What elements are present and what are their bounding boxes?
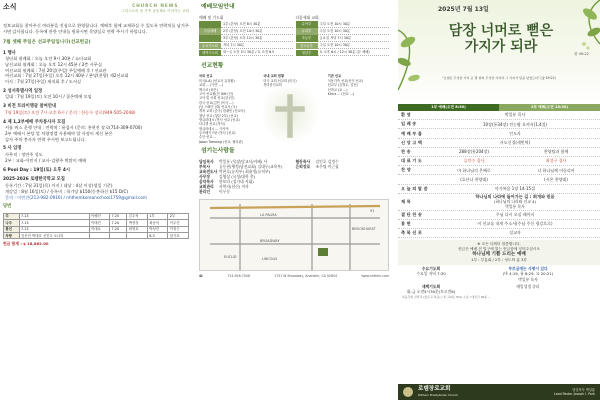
staff-role: 담임목사 <box>199 158 214 164</box>
staff-role: 사무장 <box>199 174 211 180</box>
duty-cell: 김우석 <box>127 213 148 219</box>
offering-value: 이 선교를 내게 주소서(주님 주신 평강으로) <box>477 221 553 227</box>
tab-second-service: 2부 예배(오전 10:30) <box>499 104 600 111</box>
duty-cell: 이해진 <box>89 213 110 219</box>
service-row <box>199 43 293 50</box>
wednesday-scripture: (마 4:19, 롬 8:29, 요 20:21) <box>502 271 554 277</box>
church-phone: 714-956-7048 <box>227 273 250 278</box>
mission-status-item: Jason Tomaing (선교, 필리핀) <box>199 139 243 144</box>
service-label: 수요기도회 <box>199 43 221 50</box>
staff-name: 김인호 김정수 <box>315 158 339 164</box>
mission-status-col <box>328 74 389 144</box>
order-column <box>398 0 600 400</box>
mission-status-item: 멕시코 (최은) <box>199 87 218 92</box>
duty-cell: 한기호 <box>168 233 189 239</box>
offering-row <box>398 220 600 229</box>
mission-status-item: 선교부 (김정도, 김선) <box>327 83 358 88</box>
news-item-line: 문의 : 이민진(213-982-0916) / nhthemkoreanschool1759@gmail.com <box>5 194 148 200</box>
order-value-first: 사도신경(새번역) <box>499 139 531 145</box>
news-brand-sub: 그리스도의 몸 가족 공동체로 이어가는 교회 <box>121 8 189 13</box>
news-item-title: 6 Pool Day : 19일(토) 오후 4시 <box>3 167 70 173</box>
order-value-first: 인도자 <box>509 130 521 136</box>
hero-scripture-ref: 창 49:22 <box>574 52 589 56</box>
staff-left <box>199 159 293 195</box>
mission-status-col <box>199 74 260 144</box>
dawn-title: 새벽기도회 <box>421 283 441 289</box>
mission-status-item: (남 스페인 (대) 선교사 (국) <box>199 105 237 110</box>
service-time: 금요일 저녁 7시 30분 <box>318 35 390 42</box>
service-row <box>199 50 293 57</box>
mission-status-header: 국외 선교 <box>199 73 213 78</box>
duty-cell: 7.13 <box>19 226 89 232</box>
order-value-first: 288장(통204장) <box>459 149 489 155</box>
contact-footer <box>199 274 389 278</box>
news-item-title: 4 제 1,2부예배 주차봉사자 모집 <box>3 119 66 125</box>
decision-label: 결단찬송 <box>401 211 424 217</box>
service-time: 저녁 7시 30분 <box>221 43 293 50</box>
decision-value: 주님 다시 오실 때까지 <box>495 212 535 217</box>
news-item-line: 일대 : 7월 19일(토) 오전 10시 / 쿨온텍에 모임 <box>5 94 92 100</box>
staff-name: 공동현(행정/남선교회) 김대우(교육부) <box>219 163 283 169</box>
dawn-right: 매일성경 큐티 <box>516 283 540 289</box>
order-row <box>398 129 600 138</box>
services-left <box>199 15 293 57</box>
service-tabs <box>398 104 600 111</box>
decision-hymn-row <box>398 211 600 220</box>
staff-name: 박찬호(유치부) 최윤정(유치부) <box>219 168 271 174</box>
duty-cell: 차량 <box>4 233 20 239</box>
news-item-title: 3 비전 트라이앵글 참여안내 <box>3 104 57 110</box>
mission-status-item: 한국 선교(김민 (목사 ...) <box>199 100 234 105</box>
wednesday-prayer <box>398 265 600 282</box>
news-brand-top: CHURCH NEWS <box>132 3 179 8</box>
news-item-line: 이사 : 7월 27일(주일) 제직회 후 / 도서실 <box>5 79 81 85</box>
services-wrap <box>199 15 389 57</box>
order-row <box>398 185 600 194</box>
wednesday-right <box>460 266 596 281</box>
order-label: 입례송 <box>401 121 418 127</box>
order-label: 오늘의말씀 <box>401 185 430 191</box>
services-left-header: 예배 및 기도회 <box>199 14 224 20</box>
order-value-first: (호산나 찬양대) <box>460 176 488 182</box>
church-address: 1751 W Broadway, Anaheim, CA 92804 <box>274 273 338 278</box>
order-value-second: (시온 찬양대) <box>544 176 568 182</box>
duty-cell: 이정근 <box>168 226 189 232</box>
pastor-block <box>554 388 595 397</box>
news-item-line: 셔틀 버스 운행 안내 : 연락처 : 윤집사 (문의: 홍현진 장로(714-309-0700) <box>5 125 143 131</box>
staff-name: 한보라 (성가대 지휘) <box>219 179 254 185</box>
order-row <box>398 111 600 120</box>
order-of-worship <box>398 111 600 194</box>
duty-cell: 1부 <box>147 213 168 219</box>
order-row <box>398 120 600 129</box>
news-item-title: 5 사 임명 <box>3 146 22 152</box>
dawn-time: 화-금 오전5시30분(토오전6) <box>406 288 456 294</box>
order-row <box>398 157 600 166</box>
news-items <box>3 51 189 201</box>
location-map <box>199 199 389 271</box>
news-item-line: 2부 : 교화-이민지 / 교사-김왕주 박많이 예배 <box>5 157 87 163</box>
duty-cell: 이우진 <box>168 220 189 226</box>
map-drawing <box>200 200 388 272</box>
church-footer <box>398 384 600 400</box>
duty-cell: 나주 <box>4 220 20 226</box>
staff-role: 관리인 <box>199 189 211 195</box>
mission-status-item: 수단 선교 ... <box>199 135 217 140</box>
pastor-name: 담임목사 박일룡 <box>572 387 595 392</box>
staff-name: 조주명 이근칠 <box>315 163 339 169</box>
cross-icon <box>263 88 317 144</box>
service-label: 중고등부 <box>296 43 318 50</box>
service-row <box>296 43 390 50</box>
service-time: 주일 오전 10시 30분 <box>318 43 390 50</box>
order-row <box>398 148 600 157</box>
order-row <box>398 139 600 148</box>
news-section-title: 7월 셋째 주일은 선교주일입니다(선교헌금) <box>3 40 91 46</box>
service-row <box>199 21 293 28</box>
footer-note: 복음주의 신학교 (장로교 복음) / 본 교회는 PCA 소속 / 대신교 30분 ... <box>402 294 491 299</box>
blessing-value: 설교자 <box>509 230 521 236</box>
announcement-line-4: 1부 : 부흥회 / 2부 : 성도의 삶 3강 <box>471 258 527 263</box>
duty-cell: 8.3 <box>147 233 168 239</box>
staff-row <box>296 164 390 169</box>
service-time: 토 오후 6시 / 12시 30분 (본 예배) <box>318 50 390 57</box>
service-label: 청년부 <box>296 50 318 57</box>
cross-image <box>263 88 317 144</box>
duty-cell: 최동석 <box>147 220 168 226</box>
service-label: 주일예배 <box>199 28 221 35</box>
staff-name: 박일룡 (목장/담교사/카페) 사 <box>219 158 268 164</box>
duty-cell: 박성진 <box>147 226 168 232</box>
news-item-line: 여선교회 월례회 : 7월 20일(주일) 주일예배 후 / 선교관 <box>5 67 107 73</box>
order-value-second: 최성구 집사 <box>545 158 567 164</box>
mission-status-item: 미국(LA) (선교사 유창환) <box>199 79 235 84</box>
wednesday-title: 수요기도회 <box>421 266 441 272</box>
mission-status-item: Kim's ... (선교 ...) <box>327 92 355 97</box>
duty-cell: 7.20 <box>110 226 127 232</box>
duty-cell: 7.20 <box>110 220 127 226</box>
church-logo-icon <box>403 387 413 397</box>
news-column <box>0 0 192 400</box>
dawn-left <box>402 284 460 294</box>
sermon-banner <box>398 0 600 104</box>
news-item-title: 1 행사 <box>3 50 16 56</box>
staff-row <box>199 189 293 194</box>
worship-column <box>196 0 392 400</box>
blessing-label: 축복선포 <box>401 230 424 236</box>
service-row <box>296 50 390 57</box>
duty-cell: 7.13 <box>19 220 89 226</box>
duty-cell: 이대로 <box>89 226 110 232</box>
service-label: 새벽기도회 <box>199 50 221 57</box>
map-street-4: EUCLID <box>224 254 237 259</box>
duty-cell <box>110 233 127 239</box>
duty-cell: 7.13 <box>19 213 89 219</box>
services-right <box>296 15 390 57</box>
order-label: 대표기도 <box>401 158 424 164</box>
duty-cell: 최영호 <box>127 226 148 232</box>
announcement-box <box>398 240 600 265</box>
news-item-title: 2 성서특별사역 일정 <box>3 88 43 94</box>
verse-caption: "요셉은 무성한 가지 곧 샘 곁의 무성한 가지라 그 가지가 담을 넘었도다" (창 49:22) <box>442 76 556 80</box>
sermon-hero-title <box>426 24 576 55</box>
order-value-second: 너 하나님께 이끌리어 <box>537 167 575 173</box>
church-website[interactable]: www.nhthen.com <box>361 273 389 278</box>
order-value-first: 박일룡 목사 <box>504 112 526 118</box>
mission-status-item: 신학교 (교 ...) <box>327 87 348 92</box>
wednesday-left <box>402 266 460 281</box>
duty-title: 당번 <box>3 204 12 210</box>
service-time: 1부 (본당) 오전 8시 30분 <box>221 21 293 28</box>
order-label: 찬송 <box>401 149 413 154</box>
news-brand <box>122 3 189 13</box>
news-intro: 정보교회를 찾아주신 여러분을 진심으로 환영합니다. 예배후 함께 교제하실 수 있도록 연락처를 남겨주시면 감사합니다. 등록에 관한 안내를 원하시면 목양실로 연락 주시기 바랍니다. <box>3 23 189 34</box>
announcement-line-2: 헌금은 예배 전 입구에 있는 헌금함에 넣어주십시오 <box>458 247 540 252</box>
order-value-first: 마가복음 1장 14-15절 <box>495 185 535 191</box>
staff-title: 섬기는사람들 <box>201 147 235 154</box>
services-right-header: 다음세대 교회 <box>295 14 319 20</box>
order-value-second: 찬양팀과 함께 <box>543 149 569 155</box>
map-street-2: BROADWAY <box>260 238 280 243</box>
duty-cell <box>89 233 110 239</box>
order-value-first: 류인수 집사 <box>463 158 485 164</box>
sermon-row <box>398 194 600 211</box>
map-freeway: 91 <box>370 208 375 213</box>
service-row <box>296 21 390 28</box>
offering-label: 봉헌 <box>401 221 413 227</box>
mission-status-item: 미국 교회 선교회 (미국) <box>263 79 297 84</box>
mission-status-header: 국내 교회 현황 <box>263 73 285 78</box>
news-item-line: 7월 19일(토) 오전 7시-오후 6시 / 문의 : 한동수 장로(949-505-2048) <box>5 109 136 115</box>
service-time: 화~금 오전 5시 30분 / 토 오전 6시 <box>221 50 293 57</box>
service-label <box>199 35 221 42</box>
duty-cell: 2부 <box>168 213 189 219</box>
tab-first-service: 1부 예배(오전 8:30) <box>398 104 499 111</box>
news-item-line: 등록기간 : 7월 31일(목) 까지 / 대상 : 4살 이상(생일 기준) <box>5 183 113 189</box>
sermon-label: 제목 <box>401 198 413 204</box>
duty-row <box>4 233 189 239</box>
map-street-3: LINCOLN <box>262 256 277 261</box>
order-row <box>398 166 600 175</box>
service-label: 유아부 <box>296 21 318 28</box>
mission-status-item: 우즈베키스탄 (목사 (선교) <box>199 130 236 135</box>
services-right-rows <box>296 21 390 57</box>
news-item-line: 개강일 : 8월 16일(토) / 등록비 : 학기당 $150(동봉하신 $15 D/C) <box>5 188 129 194</box>
phone-icon: ☎ <box>199 273 203 278</box>
hero-line-1: 담장 너머로 뻗은 <box>448 23 554 39</box>
staff-right <box>296 159 390 195</box>
mission-status-item: 개척 교회 (중국) 한광민 (선교사) <box>199 109 245 114</box>
church-name-en: Rothem Presbyterian Church <box>418 392 459 397</box>
duty-cell: 김신민 박대호 신진우 오나리 <box>19 233 89 239</box>
sermon-subtitle: (하나님의 나라와 선교 4) <box>493 199 536 205</box>
church-name-block <box>418 386 458 397</box>
duty-cell: 박현강 <box>127 220 148 226</box>
bulletin-date: 2025년 7월 13일 <box>438 6 489 13</box>
staff-role: 교회관리 <box>199 184 214 190</box>
blessing-row <box>398 229 600 238</box>
sermon-preacher: 박일룡 목사 <box>505 204 525 210</box>
offering-total: 헌금 합계 : $ 18,862.00 <box>3 241 49 247</box>
order-row <box>398 175 600 184</box>
order-value-first: 마 하나님의 은혜로 <box>457 167 491 173</box>
map-street-1: LA PALMA <box>260 212 277 217</box>
order-value-first: 10장(통34장) 전능왕 오셔서(1,4절) <box>483 121 547 127</box>
service-row <box>199 35 293 42</box>
staff-role: 부목사 <box>199 163 211 169</box>
mission-status-item: 이동가족 선교(신인 선교) <box>327 79 363 84</box>
announcement-line-3: 하나님께 기쁨 드리는 예배 <box>472 252 526 258</box>
staff-name: 사역자(헌신) 이사 <box>219 184 249 190</box>
order-label: 찬양 <box>401 167 413 173</box>
mission-status-item: 교회 ... (이민 ...) <box>199 83 223 88</box>
staff-list <box>199 159 389 195</box>
news-item-line: 사무직 : 정연주 성도 <box>5 152 43 158</box>
mission-status-item: 고아 선교원(전 Gift (인) <box>199 92 233 97</box>
mission-status-item: 방글라데시 (목사 선교 (선교) <box>199 117 240 122</box>
mission-status-item: 다니엘 선교 (목사) <box>199 122 226 127</box>
dawn-prayer <box>398 283 600 295</box>
order-label: 예배부름 <box>401 130 424 136</box>
service-row <box>296 28 390 35</box>
sermon-title: 하나님의 나라에 들어가는 길 : 회개와 믿음 <box>475 193 555 199</box>
duty-cell <box>127 233 148 239</box>
mission-status-header: 기관 선교 <box>327 73 342 78</box>
service-time: 3부 (본당) 오후 12시 30분 <box>221 35 293 42</box>
mission-status-item: 청년 선교 (청년 2부) (선교) <box>199 113 238 118</box>
staff-name: 김영삼 (유성/대학 총) <box>219 174 255 180</box>
mission-status-item: 방글라데시 ... 이사야 <box>199 126 229 131</box>
pastor-name-en: Lead Pastor Joseph I. Park <box>553 392 595 396</box>
news-item-line: 청년회 월례회 : 오늘 오전 9시 30분 / 쇼터교회 <box>5 56 92 62</box>
mission-status-item: 고아 및 사회 선교(강 (인) <box>199 96 235 101</box>
staff-role: 협동목사 <box>295 158 311 164</box>
staff-role: 은퇴장로 <box>295 163 311 169</box>
staff-name: 이우동 <box>219 189 231 195</box>
service-row <box>296 35 390 42</box>
mission-status-title: 선교현황 <box>201 63 224 70</box>
news-item-line: 2부 예배시 본당 앞 차량정렬 사용해야 할 사정이 계신 분은 <box>5 131 113 137</box>
wednesday-sermon-title: 부르심에는 사명이 있다 <box>508 266 548 272</box>
service-label <box>199 21 221 28</box>
news-title: 소식 <box>3 3 17 11</box>
duty-cell: 주 <box>4 213 20 219</box>
service-time: 주일 오전 10시 30분 <box>318 28 390 35</box>
news-item-line: 여선교회 : 7월 27일(주일) 오후 12시 40분 / 본당(찬양) 제2선교회 <box>5 73 129 79</box>
mission-status-item: 북미한인교회 <box>263 83 282 88</box>
order-label: 환영 <box>401 112 413 118</box>
duty-table <box>3 213 189 240</box>
service-time: 주일 오전 10시 30분 <box>318 21 390 28</box>
order-label: 신앙고백 <box>401 139 424 145</box>
services-left-rows <box>199 21 293 57</box>
hero-line-2: 가지가 되라 <box>464 38 538 55</box>
wednesday-time: 수요일 저녁 7:30 <box>416 271 446 277</box>
announcement-line-1: ※ 모든 디렉터 말씀합니다. <box>477 242 521 247</box>
news-item-line: 남선교회 월례회 : 오늘 오후 12시 45분 / 2층 사무실 <box>5 62 102 67</box>
worship-title: 예배모임안내 <box>201 4 235 10</box>
news-item-title: 2025-2026 로템한국학교 모집 <box>3 177 65 183</box>
staff-role: 음악목사 <box>199 179 214 185</box>
wednesday-preacher: 박일룡 목사 <box>518 276 538 282</box>
church-name: 로뎀장로교회 <box>418 386 451 393</box>
duty-cell: 7.20 <box>110 213 127 219</box>
service-row <box>199 28 293 35</box>
map-street-5: BROOKHURST <box>352 226 376 231</box>
news-header <box>3 3 189 21</box>
sermon-info <box>433 194 597 210</box>
staff-role: 교육전도사 <box>199 168 218 174</box>
duty-cell: 이태진 <box>89 220 110 226</box>
duty-cell: 봉선 <box>4 226 20 232</box>
news-item-line: 감사 주차 봉사자 연락 주시면 보고드립니다. <box>5 136 86 142</box>
service-label: 초등부 <box>296 35 318 42</box>
service-label: 유치부 <box>296 28 318 35</box>
service-time: 2부 (본당) 오전 10시 30분 <box>221 28 293 35</box>
